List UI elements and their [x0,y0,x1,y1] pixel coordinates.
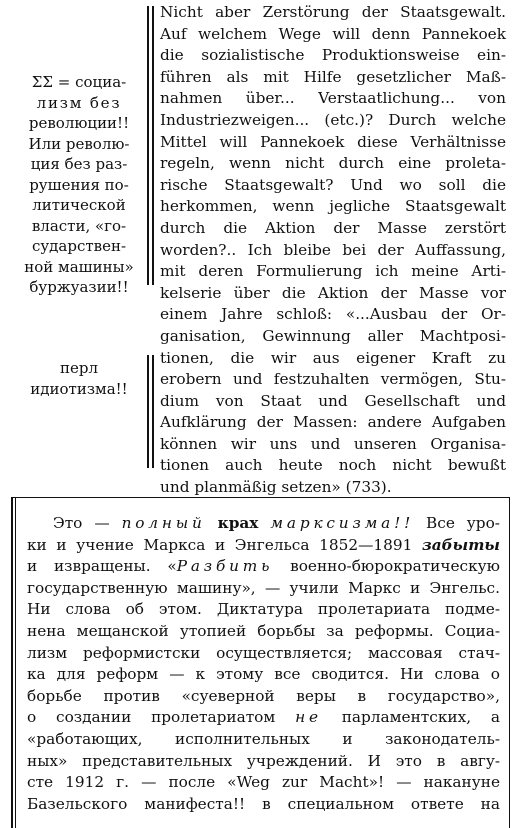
double-sideline-upper [147,6,149,285]
comment-emphasis: марксизма!! [270,514,415,532]
comment-line: Ни слова об этом. Диктатура пролетариата подме- [27,600,500,619]
quote-line: ganisation, Gewinnung aller Machtposi- [160,326,506,345]
margin-note-line: ной машины» [24,257,134,276]
quote-line: herkommen, wenn jegliche Staatsgewalt [160,197,506,216]
quote-line: rische Staatsgewalt? Und wo soll die [160,175,506,194]
quote-line: die sozialistische Produktionsweise ein- [160,46,506,65]
quote-line: erobern und festzuhalten vermögen, Stu- [160,370,506,389]
margin-note-line: идиотизма!! [30,379,128,398]
comment-emphasis: полный [121,514,206,532]
comment-fragment: Это — [53,514,122,532]
comment-line: ных» представительных учреждений. И это в авгу- [27,751,500,770]
comment-fragment: военно-бюрократическую [273,557,500,576]
margin-note-line: сударствен- [31,237,127,255]
margin-note-socialism [14,72,144,298]
quote-line: Mittel will Pannekoek diese Verhältnisse [160,132,506,151]
margin-note-line: буржуазии!! [29,278,129,296]
comment-fragment: и извращены. « [27,557,177,576]
quote-line: führen als mit Hilfe gesetzlicher Maß- [160,67,506,86]
margin-note-line: ΣΣ = социа- [31,73,127,91]
margin-note-line: рушения по- [29,175,129,194]
comment-line: государственную машину», — учили Маркс и Энгельс. [27,578,500,597]
comment-emphasis: Разбить [176,557,274,576]
quote-line: tionen, die wir aus eigener Kraft zu [160,348,506,367]
comment-fragment: о создании пролетариатом [27,708,296,727]
quote-line: können wir uns und unseren Organisa- [160,434,506,453]
margin-note-idiocy [14,358,144,399]
commentary-text [27,513,500,815]
comment-line: лизм реформистски осуществляется; массовая стач- [27,643,500,662]
comment-bold: крах [217,514,259,532]
quote-line: durch die Aktion der Masse zerstört [160,218,506,237]
german-quote [160,2,506,499]
quote-line: Aufklärung der Massen: andere Aufgaben [160,413,506,432]
comment-emphasis: не [295,708,322,727]
comment-line [27,513,500,535]
quote-line: einem Jahre schloß: «...Ausbau der Or- [160,305,506,324]
quote-line: Industriezweigen... (etc.)? Durch welche [160,110,506,129]
margin-note-line: власти, «го- [31,216,127,235]
quote-line: Nicht aber Zerstörung der Staatsgewalt. [160,3,506,21]
quote-line: kelserie über die Aktion der Masse vor [160,283,506,302]
double-sideline-lower [147,355,149,468]
quote-line: tionen auch heute noch nicht bewußt [160,456,506,475]
comment-line: борьбе против «суеверной веры в государство», [27,686,500,705]
quote-line: regeln, wenn nicht durch eine proleta- [160,154,506,173]
margin-note-line: Или револю- [28,134,130,153]
quote-line: dium von Staat und Gesellschaft und [160,391,506,410]
comment-line: «работающих, исполнительных и законодатель- [27,729,500,748]
comment-fragment: ки и учение Маркса и Энгельса 1852—1891 [27,535,422,554]
quote-line: und planmäßig setzen» (733). [160,478,392,497]
comment-line: Базельского манифеста!! в специальном ответе на [27,794,500,813]
quote-line: worden?.. Ich bleibe bei der Auffassung, [160,240,506,259]
comment-emphasis: забыты [421,535,500,554]
quote-line: mit deren Formulierung ich meine Arti- [160,262,506,281]
comment-line [27,556,500,578]
commentary-box [11,497,510,828]
comment-fragment: парламентских, а [321,708,500,727]
margin-note-line: перл [59,359,98,377]
margin-note-line: революции!! [28,114,130,132]
margin-note-line: литической [32,196,126,214]
comment-line [27,707,500,729]
quote-line: nahmen über... Verstaatlichung... von [160,89,506,108]
comment-line: сте 1912 г. — после «Weg zur Macht»! — накануне [27,773,500,792]
comment-line: нена мещанской утопией борьбы за реформы. Социа- [27,621,500,640]
margin-note-line: ция без раз- [30,155,128,173]
comment-line: ка для реформ — к этому все сводится. Ни слова о [27,665,500,684]
comment-line [27,535,500,557]
quote-line: Auf welchem Wege will denn Pannekoek [160,24,506,43]
margin-note-line: лизм без [36,93,122,112]
comment-fragment: Все уро- [414,514,500,532]
